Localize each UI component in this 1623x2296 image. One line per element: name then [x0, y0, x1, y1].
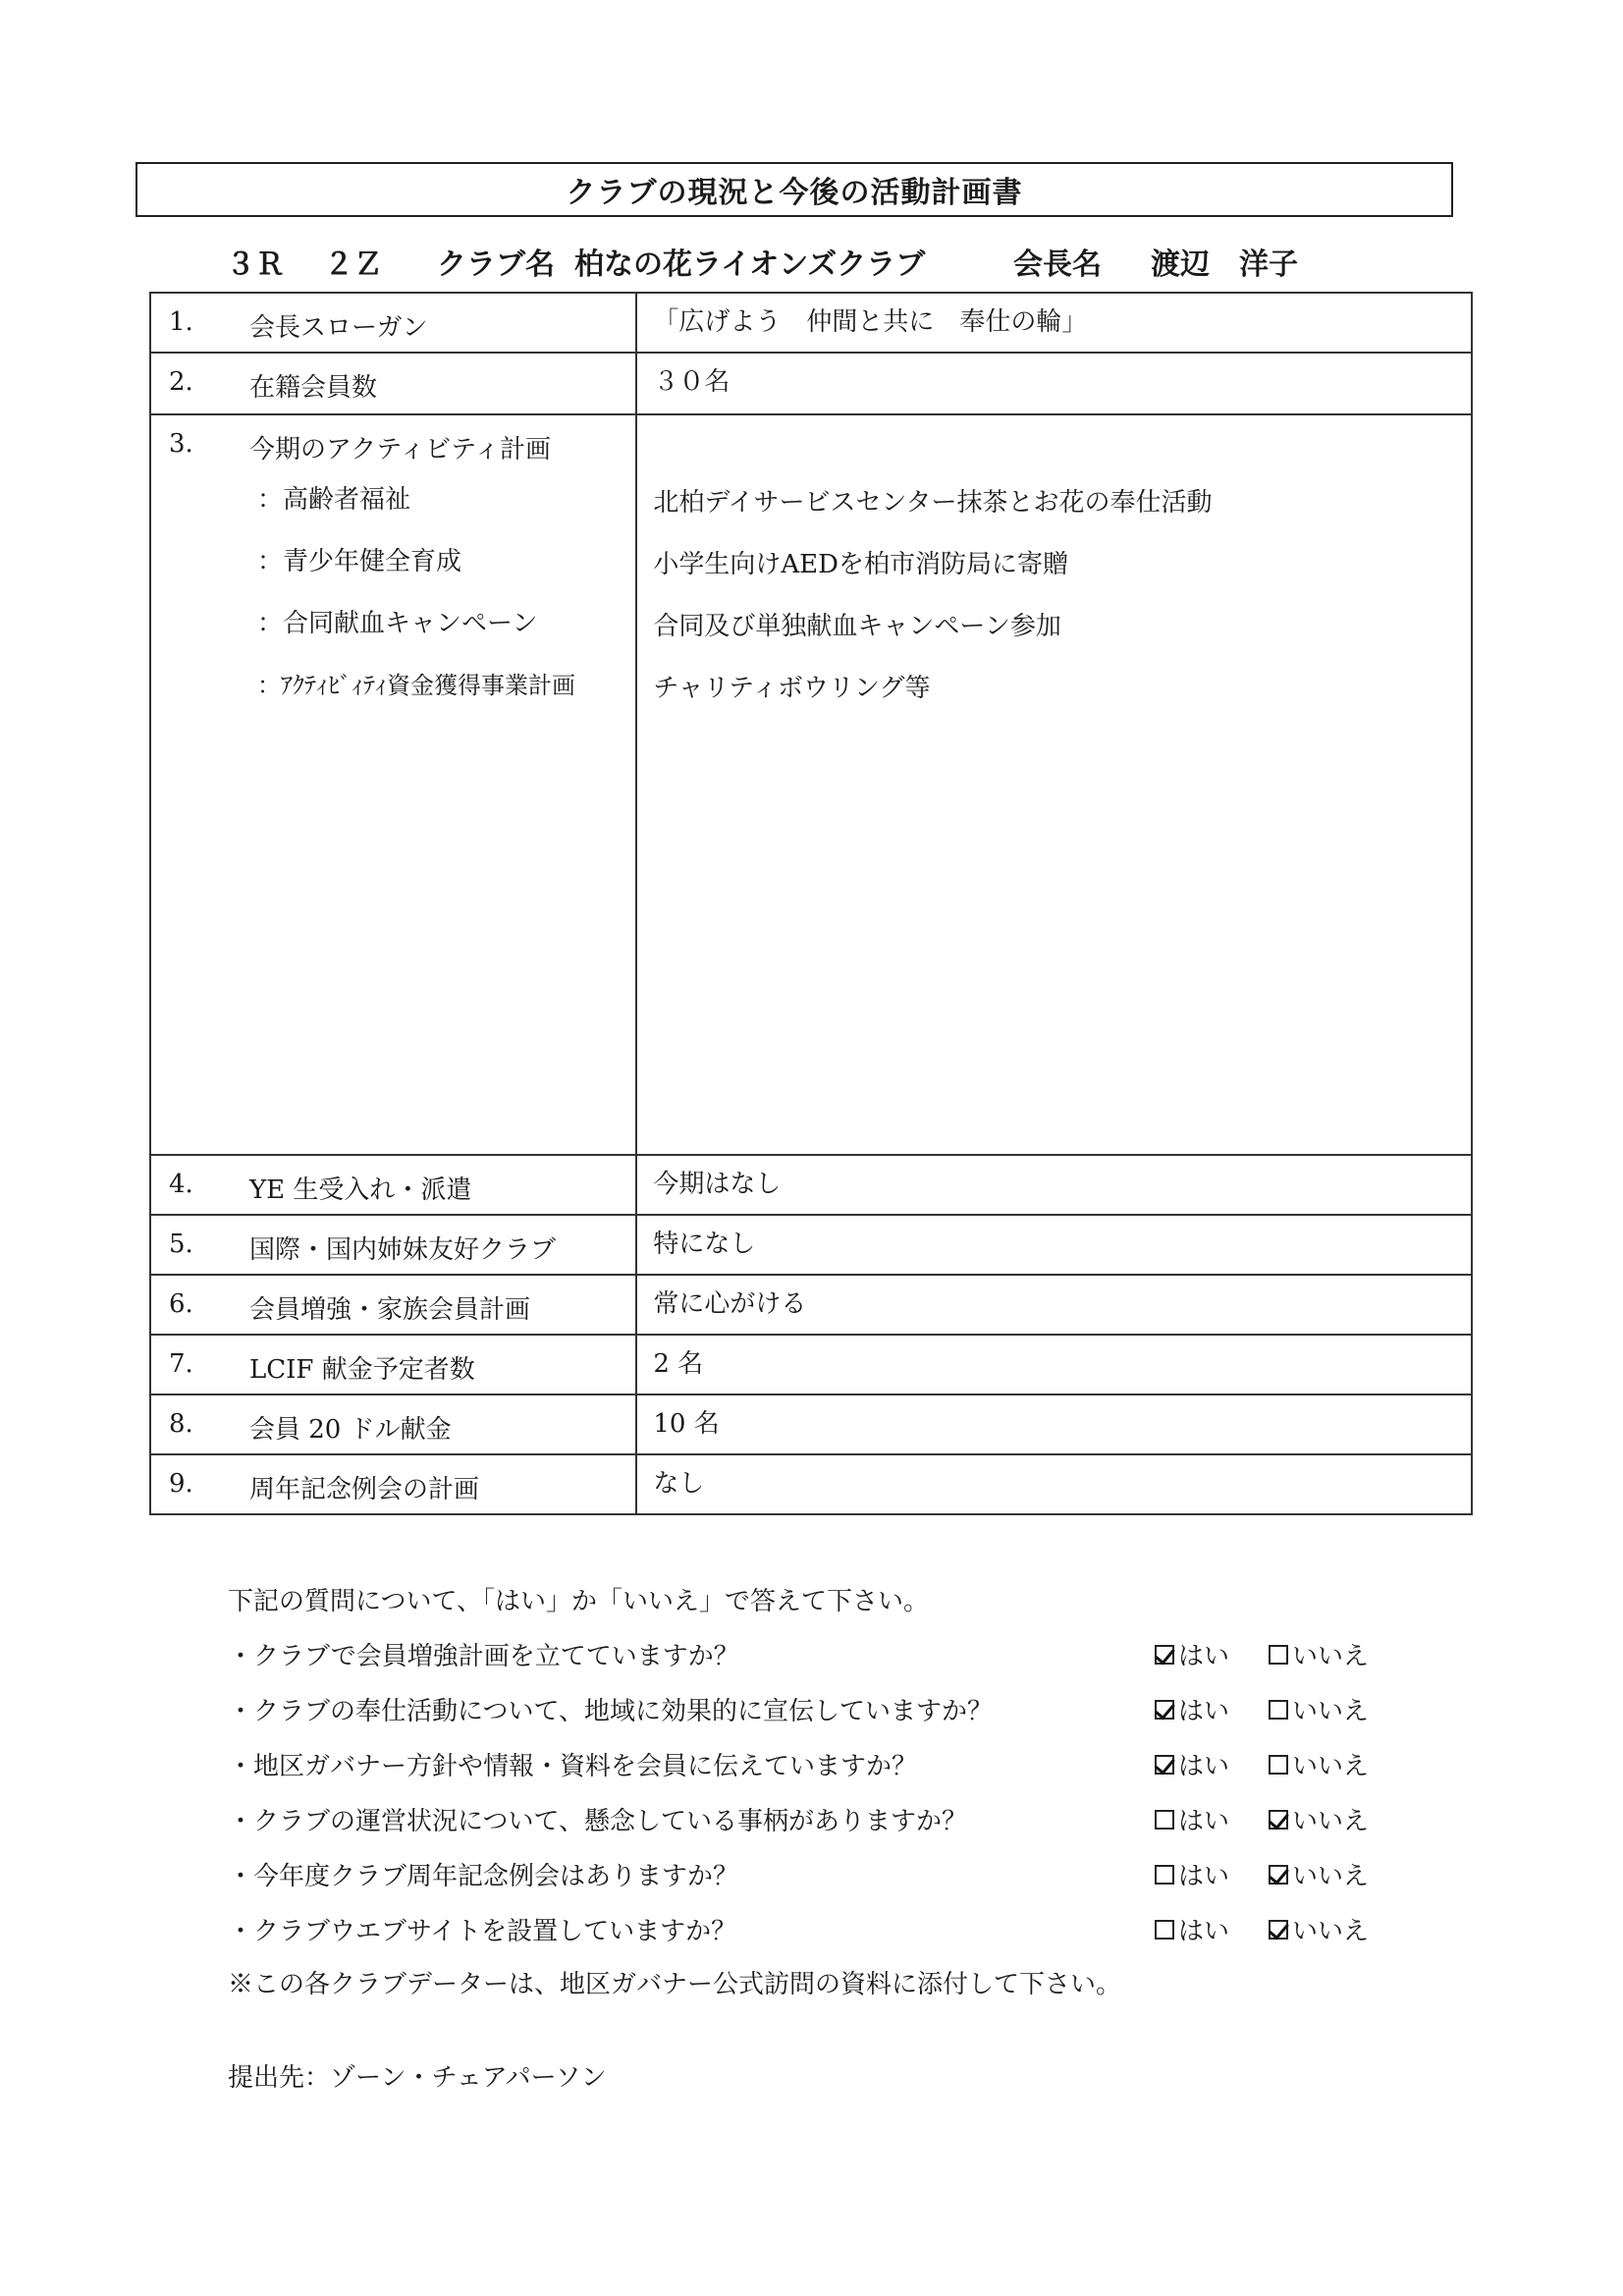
submit-to: 提出先：ゾーン・チェアパーソン: [228, 2063, 607, 2093]
no-checkbox[interactable]: [1269, 1865, 1288, 1885]
question-row: [228, 1856, 1406, 1895]
no-label: いいえ: [1292, 1642, 1370, 1671]
row-label: YE 生受入れ・派遣: [249, 1175, 472, 1205]
row-label: 会長スローガン: [249, 313, 428, 343]
row-value: なし: [653, 1469, 705, 1499]
row-number: 7.: [169, 1349, 193, 1379]
table-row: [150, 1394, 1472, 1454]
no-label: いいえ: [1292, 1862, 1370, 1891]
row-value: ３０名: [653, 367, 730, 397]
table-row: [150, 293, 1472, 353]
yes-option[interactable]: [1155, 1911, 1229, 1947]
no-option[interactable]: [1269, 1636, 1369, 1672]
question-row: [228, 1691, 1406, 1730]
no-label: いいえ: [1292, 1697, 1370, 1726]
president-label: 会長名: [1013, 247, 1102, 282]
questionnaire-intro: 下記の質問について、「はい」か「いいえ」で答えて下さい。: [228, 1587, 929, 1616]
plan-table: [149, 292, 1473, 1515]
yes-checkbox[interactable]: [1155, 1865, 1174, 1885]
table-row: [150, 1215, 1472, 1275]
row-value: 常に心がける: [653, 1289, 807, 1319]
sub-item-value: 北柏デイサービスセンター抹茶とお花の奉仕活動: [653, 488, 1213, 518]
table-row: [150, 1335, 1472, 1394]
yes-option[interactable]: [1155, 1636, 1229, 1672]
no-checkbox[interactable]: [1269, 1645, 1288, 1665]
row-number: 5.: [169, 1230, 193, 1259]
yes-label: はい: [1178, 1862, 1230, 1891]
yes-checkbox[interactable]: [1155, 1920, 1174, 1940]
table-row: [150, 1155, 1472, 1215]
question-text: ・今年度クラブ周年記念例会はありますか？: [228, 1862, 739, 1891]
table-row: [150, 353, 1472, 414]
sub-item-label: ：ｱｸﾃｨﾋﾞｨﾃｨ資金獲得事業計画: [257, 672, 575, 699]
no-checkbox[interactable]: [1269, 1755, 1288, 1775]
yes-checkbox[interactable]: [1155, 1645, 1174, 1665]
question-row: [228, 1801, 1406, 1840]
region: ３Ｒ: [226, 247, 285, 282]
no-option[interactable]: [1269, 1746, 1369, 1782]
table-row: [150, 1454, 1472, 1514]
question-text: ・地区ガバナー方針や情報・資料を会員に伝えていますか？: [228, 1752, 918, 1781]
no-option[interactable]: [1269, 1856, 1369, 1892]
row-number: 3.: [169, 429, 193, 459]
question-text: ・クラブの奉仕活動について、地域に効果的に宣伝していますか？: [228, 1697, 993, 1726]
no-option[interactable]: [1269, 1911, 1369, 1947]
yes-label: はい: [1178, 1752, 1230, 1781]
club-name-label: クラブ名: [437, 247, 555, 282]
row-value: 特になし: [653, 1230, 756, 1259]
document-title: クラブの現況と今後の活動計画書: [135, 162, 1453, 217]
row-value: 「広げよう 仲間と共に 奉仕の輪」: [653, 307, 1088, 337]
row-number: 1.: [169, 307, 193, 337]
yes-label: はい: [1178, 1807, 1230, 1836]
attachment-note: ※この各クラブデーターは、地区ガバナー公式訪問の資料に添付して下さい。: [228, 1970, 1122, 1999]
row-number: 6.: [169, 1289, 193, 1319]
table-row: [150, 1275, 1472, 1335]
question-text: ・クラブの運営状況について、懸念している事柄がありますか？: [228, 1807, 967, 1836]
row-label: 国際・国内姉妹友好クラブ: [249, 1235, 557, 1265]
activity-sub-labels: [151, 469, 635, 717]
table-row-activities: [150, 414, 1472, 1155]
activity-values: [637, 472, 1471, 720]
row-label: 会員増強・家族会員計画: [249, 1295, 531, 1325]
row-number: 8.: [169, 1409, 193, 1439]
row-value: 2 名: [653, 1349, 704, 1379]
row-label: 在籍会員数: [249, 373, 378, 403]
no-checkbox[interactable]: [1269, 1700, 1288, 1720]
club-name: 柏なの花ライオンズクラブ: [574, 247, 926, 282]
row-number: 4.: [169, 1170, 193, 1199]
yes-option[interactable]: [1155, 1801, 1229, 1837]
question-text: ・クラブウエブサイトを設置していますか？: [228, 1917, 737, 1946]
no-option[interactable]: [1269, 1801, 1369, 1837]
yes-label: はい: [1178, 1917, 1230, 1946]
yes-option[interactable]: [1155, 1746, 1229, 1782]
row-label: LCIF 献金予定者数: [249, 1355, 475, 1385]
sub-item-value: 小学生向けAEDを柏市消防局に寄贈: [653, 550, 1068, 579]
yes-checkbox[interactable]: [1155, 1755, 1174, 1775]
row-label: 会員 20 ドル献金: [249, 1415, 452, 1445]
zone: ２Ｚ: [324, 247, 383, 282]
sub-item-label: ：青少年健全育成: [257, 547, 462, 576]
yes-option[interactable]: [1155, 1856, 1229, 1892]
row-number: 2.: [169, 367, 193, 397]
no-label: いいえ: [1292, 1807, 1370, 1836]
yes-checkbox[interactable]: [1155, 1810, 1174, 1830]
yes-label: はい: [1178, 1642, 1230, 1671]
row-label: 周年記念例会の計画: [249, 1475, 480, 1504]
yes-option[interactable]: [1155, 1691, 1229, 1727]
question-row: [228, 1746, 1406, 1785]
no-checkbox[interactable]: [1269, 1810, 1288, 1830]
no-label: いいえ: [1292, 1752, 1370, 1781]
yes-checkbox[interactable]: [1155, 1700, 1174, 1720]
row-number: 9.: [169, 1469, 193, 1499]
question-row: [228, 1636, 1406, 1675]
sub-item-label: ：高齢者福祉: [257, 485, 411, 515]
no-option[interactable]: [1269, 1691, 1369, 1727]
no-checkbox[interactable]: [1269, 1920, 1288, 1940]
question-text: ・クラブで会員増強計画を立てていますか？: [228, 1642, 739, 1671]
row-value: 今期はなし: [653, 1170, 782, 1199]
row-label: 今期のアクティビティ計画: [249, 435, 552, 465]
sub-item-value: チャリティボウリング等: [653, 674, 931, 703]
president-name: 渡辺 洋子: [1151, 247, 1298, 282]
yes-label: はい: [1178, 1697, 1230, 1726]
question-row: [228, 1911, 1406, 1950]
sub-item-value: 合同及び単独献血キャンペーン参加: [653, 612, 1061, 641]
sub-item-label: ：合同献血キャンペーン: [257, 609, 538, 638]
no-label: いいえ: [1292, 1917, 1370, 1946]
row-value: 10 名: [653, 1409, 720, 1439]
